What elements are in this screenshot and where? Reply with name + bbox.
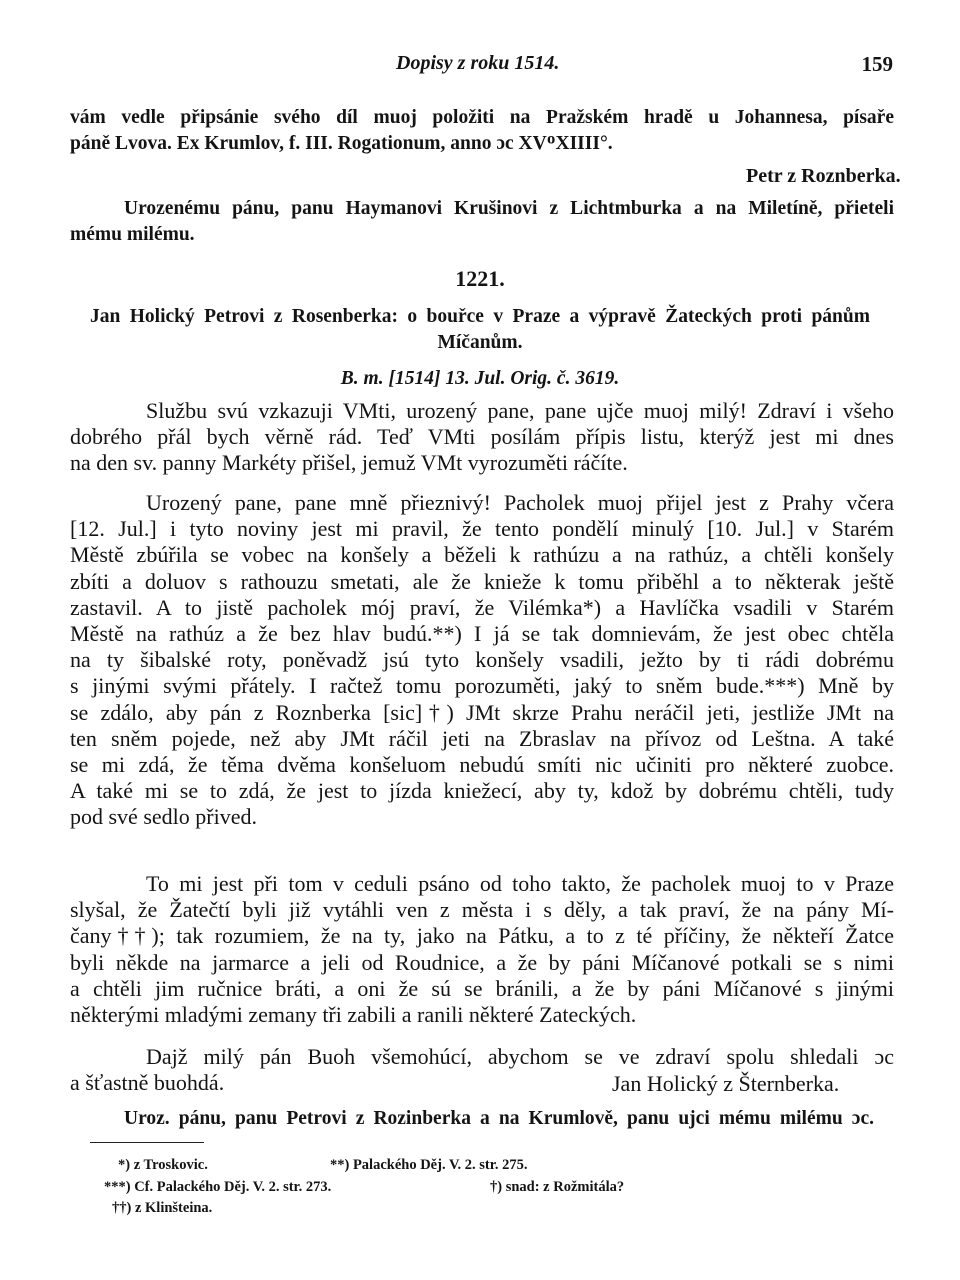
letter-heading-continuation: Míčanům. [437,332,523,353]
text-line: slyšal, že Žatečtí byli již vytáhli ven z města i s děly, a tak praví, že na pány Mí- [70,897,894,923]
page-number: 159 [861,52,893,76]
text-line: ten sněm pojede, než aby JMt ráčil jeti na Zbraslav na přívoz od Leštna. A také [70,725,894,751]
text-line: mému milému. [70,223,195,245]
text-line: na den sv. panny Markéty přišel, jemuž VMt vyrozuměti ráčíte. [70,450,628,476]
paragraph-1 [70,398,894,477]
text-line: páně Lvova. Ex Krumlov, f. III. Rogationum, anno ɔc XVᴼXIIII°. [70,132,613,154]
text-line: Městě na rathúz a že bez hlav budú.**) I já se tak domnievám, že jest obec chtěla [70,621,894,647]
paragraph-3 [70,871,894,1028]
text-line: některými mladými zemany tři zabili a ranili některé Zateckých. [70,1002,637,1028]
text-line: vám vedle připsánie svého díl muoj položiti na Pražském hradě u Johannesa, písaře [70,107,894,128]
text-line: s jinými svými přátely. I račtež tomu porozuměti, jaký to sněm bude.***) Mně by [70,673,894,699]
previous-letter-signature: Petr z Roznberka. [746,165,901,187]
letter-address [124,1106,874,1132]
footnote-divider [90,1142,204,1143]
text-line: dobrého přál bych věrně rád. Teď VMti posílám přípis listu, kterýž jest mi dnes [70,424,894,450]
text-line: Službu svú vzkazuji VMti, urozený pane, pane ujče muoj milý! Zdraví i všeho [146,398,894,423]
text-line: na ty šibalské roty, poněvadž jsú tyto konšely vsadili, ježto by ti rádi dobrému [70,647,894,673]
text-line: Městě zbúřila se vobec na konšely a běželi k rathúzu a na rathúz, a chtěli konšely [70,542,894,568]
footnote-4: †) snad: z Rožmitála? [490,1179,625,1195]
text-line: a šťastně buohdá. [70,1070,225,1096]
footnote-2: **) Palackého Děj. V. 2. str. 275. [330,1157,528,1173]
text-line: čany††); tak rozumiem, že na ty, jako na Pátku, a to z té příčiny, že někteří Žatce [70,923,894,949]
text-line: [12. Jul.] i tyto noviny jest mi pravil, že tento pondělí minulý [10. Jul.] v Starém [70,516,894,542]
previous-letter-ending [70,105,894,156]
text-line: pod své sedlo přived. [70,804,257,830]
text-line: se mi zdá, že těma dvěma konšeluom nebudú smíti nic učiniti pro některé zuobce. [70,752,894,778]
previous-letter-address [70,196,894,247]
letter-number: 1221. [455,266,505,291]
text-line: se zdálo, aby pán z Roznberka [sic]†) JMt skrze Prahu neráčil jeti, jestliže JMt na [70,699,894,725]
paragraph-2 [70,490,894,831]
text-line: Urozenému pánu, panu Haymanovi Krušinovi z Lichtmburka a na Miletíně, přieteli [124,198,894,219]
footnote-5: ††) z Klinšteina. [112,1200,213,1216]
letter-heading [90,304,870,330]
text-line: byli někde na jarmarce a jeli od Roudnice, a že by páni Míčanové potkali se s nimi [70,949,894,975]
text-line: To mi jest při tom v ceduli psáno od toho takto, že pacholek muoj to v Praze [146,871,894,896]
text-line: a chtěli jim ručnice bráti, a oni že sú se bránili, a že by páni Míčanové s jinými [70,975,894,1001]
text-line: Jan Holický Petrovi z Rosenberka: o bouřce v Praze a výpravě Žateckých proti pánům [90,306,870,327]
text-line: zastavil. A to jistě pacholek mój praví, že Vilémka*) a Havlíčka vsadili v Starém [70,594,894,620]
text-line: zbíti a doluov s rathouzu smetati, ale že knieže k tomu přiběhl a to některak ještě [70,568,894,594]
footnote-1: *) z Troskovic. [118,1157,208,1173]
letter-source-note: B. m. [1514] 13. Jul. Orig. č. 3619. [340,368,620,389]
running-header-title: Dopisy z roku 1514. [396,52,560,74]
text-line: Urozený pane, pane mně přieznivý! Pacholek muoj přijel jest z Prahy včera [146,490,894,515]
text-line: A také mi se to zdá, že jest to jízda kniežecí, aby ty, kdož by dobrému chtěli, tudy [70,778,894,804]
text-line: Uroz. pánu, panu Petrovi z Rozinberka a na Krumlově, panu ujci mému milému ɔc. [124,1108,874,1129]
footnote-3: ***) Cf. Palackého Děj. V. 2. str. 273. [104,1179,332,1195]
text-line: Dajž milý pán Buoh všemohúcí, abychom se ve zdraví spolu shledali ɔc [146,1044,894,1069]
letter-signature: Jan Holický z Šternberka. [612,1071,840,1096]
